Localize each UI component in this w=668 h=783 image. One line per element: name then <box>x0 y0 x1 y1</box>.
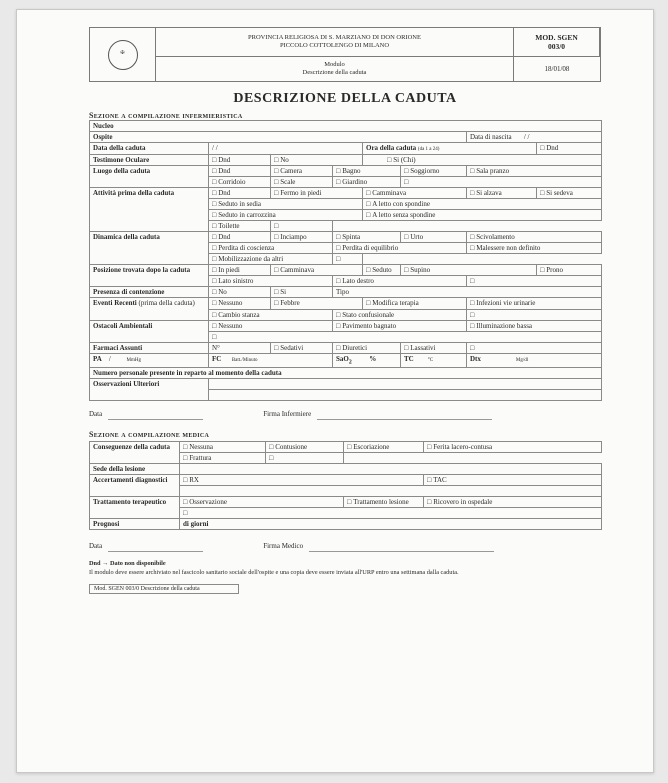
doctor-signature-row: Data Firma Medico <box>89 542 601 552</box>
row-treatment-1: Trattamento terapeutico □ Osservazione □ Trattamento lesione □ Ricovero in ospedale <box>90 497 602 508</box>
checkbox-dyn-coscienza[interactable]: □ Perdita di coscienza <box>209 243 333 254</box>
doctor-signature-field[interactable] <box>309 542 494 552</box>
module-name: Modulo Descrizione della caduta <box>156 57 514 81</box>
field-drugs-number[interactable]: N° <box>209 342 271 353</box>
field-sao2[interactable]: SaO$_2$ % <box>333 353 401 367</box>
checkbox-dyn-inciampo[interactable]: □ Inciampo <box>271 232 333 243</box>
checkbox-cons-frattura[interactable]: □ Frattura <box>180 452 266 463</box>
checkbox-pos-supino[interactable]: □ Supino <box>401 265 537 276</box>
checkbox-dnd[interactable]: □ Dnd <box>537 143 602 155</box>
footer-code: Mod. SGEN 003/0 Descrizione della caduta <box>89 584 239 594</box>
checkbox-activity-dnd[interactable]: □ Dnd <box>209 187 271 198</box>
field-restraint-type[interactable]: Tipo <box>333 287 602 298</box>
checkbox-cons-escoriazione[interactable]: □ Escoriazione <box>344 441 424 452</box>
checkbox-drug-sedativi[interactable]: □ Sedativi <box>271 342 333 353</box>
row-vitals <box>90 353 602 367</box>
checkbox-activity-toilette[interactable]: □ Toilette <box>209 221 271 232</box>
field-lesion-site[interactable] <box>180 463 602 474</box>
nurse-signature-row: Data Firma Infermiere <box>89 410 601 420</box>
checkbox-activity-letto-con[interactable]: □ A letto con spondine <box>363 199 602 210</box>
medical-form-table <box>89 441 602 530</box>
checkbox-cons-nessuna[interactable]: □ Nessuna <box>180 441 266 452</box>
nurse-date-field[interactable] <box>108 410 203 420</box>
field-observations-1[interactable] <box>209 378 602 389</box>
checkbox-pos-destro[interactable]: □ Lato destro <box>333 276 467 287</box>
checkbox-place-camera[interactable]: □ Camera <box>271 165 333 176</box>
checkbox-treat-lesione[interactable]: □ Trattamento lesione <box>344 497 424 508</box>
nurse-signature-field[interactable] <box>317 410 492 420</box>
checkbox-dyn-equilibrio[interactable]: □ Perdita di equilibrio <box>333 243 467 254</box>
row-consequences-1: Conseguenze della caduta □ Nessuna □ Contusione □ Escoriazione □ Ferita lacero-contusa <box>90 441 602 452</box>
checkbox-treat-osservazione[interactable]: □ Osservazione <box>180 497 344 508</box>
field-pa[interactable]: PA / MmHg <box>90 353 209 367</box>
checkbox-dyn-malessere[interactable]: □ Malessere non definito <box>467 243 602 254</box>
field-fall-hour[interactable]: Ora della caduta (da 1 a 24) <box>363 143 537 155</box>
checkbox-activity-sedia[interactable]: □ Seduto in sedia <box>209 199 363 210</box>
checkbox-pos-prono[interactable]: □ Prono <box>537 265 602 276</box>
checkbox-place-soggiorno[interactable]: □ Soggiorno <box>401 165 467 176</box>
logo <box>90 28 156 81</box>
checkbox-event-confusionale[interactable]: □ Stato confusionale <box>333 309 467 320</box>
checkbox-place-other[interactable] <box>401 176 602 187</box>
row-place-1: Luogo della caduta □ Dnd □ Camera □ Bagno □ Soggiorno □ Sala pranzo <box>90 165 602 176</box>
checkbox-drug-diuretici[interactable]: □ Diuretici <box>333 342 401 353</box>
checkbox-event-cambio[interactable]: □ Cambio stanza <box>209 309 333 320</box>
observations-label: Osservazioni Ulteriori <box>90 378 209 400</box>
checkbox-dyn-spinta[interactable]: □ Spinta <box>333 232 401 243</box>
checkbox-activity-fermo[interactable]: □ Fermo in piedi <box>271 187 363 198</box>
checkbox-pos-in-piedi[interactable]: □ In piedi <box>209 265 271 276</box>
module-code: MOD. SGEN 003/0 <box>514 28 600 57</box>
row-diagnostics-1: Accertamenti diagnostici □ RX □ TAC <box>90 474 602 485</box>
field-tc[interactable]: TC °C <box>401 353 467 367</box>
row-dynamics-1: Dinamica della caduta □ Dnd □ Inciampo □ Spinta □ Urto □ Scivolamento <box>90 232 602 243</box>
checkbox-pos-camminava[interactable]: □ Camminava <box>271 265 363 276</box>
field-birth-date[interactable]: Data di nascita / / <box>467 132 602 143</box>
field-diagnostics-other[interactable] <box>180 486 602 497</box>
row-activity-1: Attività prima della caduta □ Dnd □ Fermo in piedi □ Camminava □ Si alzava □ Si sedeva <box>90 187 602 198</box>
checkbox-activity-si-alzava[interactable]: □ Si alzava <box>467 187 537 198</box>
checkbox-place-scale[interactable]: □ Scale <box>271 176 333 187</box>
checkbox-cons-ferita[interactable]: □ Ferita lacero-contusa <box>424 441 602 452</box>
field-fc[interactable]: FC Batt./Minuto <box>209 353 333 367</box>
checkbox-activity-carrozzina[interactable]: □ Seduto in carrozzina <box>209 210 363 221</box>
field-fall-date[interactable]: / / <box>209 143 363 155</box>
checkbox-pos-seduto[interactable]: □ Seduto <box>363 265 401 276</box>
row-staff <box>90 367 602 378</box>
field-observations-2[interactable] <box>209 389 602 400</box>
form-page <box>89 27 601 595</box>
checkbox-dyn-dnd[interactable]: □ Dnd <box>209 232 271 243</box>
row-drugs: Farmaci Assunti N° □ Sedativi □ Diuretici □ Lassativi □ <box>90 342 602 353</box>
row-position-1: Posizione trovata dopo la caduta □ In piedi □ Camminava □ Seduto □ Supino □ Prono <box>90 265 602 276</box>
checkbox-activity-camminava[interactable]: □ Camminava <box>363 187 467 198</box>
checkbox-pos-sinistro[interactable]: □ Lato sinistro <box>209 276 333 287</box>
medical-section-title: Sezione a compilazione medica <box>89 429 210 439</box>
checkbox-obst-other[interactable] <box>209 331 602 342</box>
document-header <box>89 27 601 82</box>
nursing-section-title: Sezione a compilazione infermieristica <box>89 111 243 120</box>
row-events-1: Eventi Recenti (prima della caduta) □ Nessuno □ Febbre □ Modifica terapia □ Infezioni vie urinarie <box>90 298 602 309</box>
row-lesion-site: Sede della lesione <box>90 463 602 474</box>
checkbox-restraint-no[interactable]: □ No <box>209 287 271 298</box>
checkbox-obst-illuminazione[interactable]: □ Illuminazione bassa <box>467 320 602 331</box>
checkbox-witness-no[interactable]: □ No <box>271 154 363 165</box>
field-nucleo[interactable]: Nucleo <box>90 121 602 132</box>
checkbox-event-nessuno[interactable]: □ Nessuno <box>209 298 271 309</box>
checkbox-dyn-mobilizzazione[interactable]: □ Mobilizzazione da altri <box>209 254 333 265</box>
checkbox-event-other[interactable] <box>467 309 602 320</box>
checkbox-witness-dnd[interactable]: □ Dnd <box>209 154 271 165</box>
checkbox-drug-lassativi[interactable]: □ Lassativi <box>401 342 467 353</box>
checkbox-event-terapia[interactable]: □ Modifica terapia <box>363 298 467 309</box>
checkbox-place-corridoio[interactable]: □ Corridoio <box>209 176 271 187</box>
checkbox-activity-letto-senza[interactable]: □ A letto senza spondine <box>363 210 602 221</box>
field-prognosis[interactable]: di giorni <box>180 519 602 530</box>
doctor-date-field[interactable] <box>108 542 203 552</box>
checkbox-cons-other[interactable] <box>266 452 344 463</box>
checkbox-drug-other[interactable] <box>467 342 602 353</box>
row-nucleo <box>90 121 602 132</box>
checkbox-diag-rx[interactable]: □ RX <box>180 474 424 485</box>
checkbox-place-giardino[interactable]: □ Giardino <box>333 176 401 187</box>
checkbox-activity-si-sedeva[interactable]: □ Si sedeva <box>537 187 602 198</box>
checkbox-pos-other[interactable] <box>467 276 602 287</box>
field-ospite[interactable]: Ospite <box>90 132 467 143</box>
dnd-legend: Dnd → Dato non disponibile <box>89 560 166 568</box>
checkbox-event-infezioni[interactable]: □ Infezioni vie urinarie <box>467 298 602 309</box>
checkbox-witness-yes[interactable]: □ Si (Chi) <box>363 154 602 165</box>
seal-icon: ✠ <box>108 40 138 70</box>
revision-date: 18/01/08 <box>544 64 570 73</box>
row-fall-date <box>90 143 602 155</box>
field-fall-date-label: Data della caduta <box>90 143 209 155</box>
checkbox-treat-ricovero[interactable]: □ Ricovero in ospedale <box>424 497 602 508</box>
archiving-note: Il modulo deve essere archiviato nel fascicolo sanitario sociale dell'ospite e una copia deve essere inviata all'URP entro una settimana dalla caduta. <box>89 568 459 576</box>
checkbox-place-bagno[interactable]: □ Bagno <box>333 165 401 176</box>
organization-name: PROVINCIA RELIGIOSA DI S. MARZIANO DI DON ORIONE PICCOLO COTTOLENGO DI MILANO <box>156 28 514 57</box>
checkbox-cons-contusione[interactable]: □ Contusione <box>266 441 344 452</box>
checkbox-dyn-urto[interactable]: □ Urto <box>401 232 467 243</box>
row-observations-1 <box>90 378 602 389</box>
field-staff-count[interactable]: Numero personale presente in reparto al momento della caduta <box>90 367 602 378</box>
checkbox-diag-tac[interactable]: □ TAC <box>424 474 602 485</box>
row-obstacles-1: Ostacoli Ambientali □ Nessuno □ Pavimento bagnato □ Illuminazione bassa <box>90 320 602 331</box>
checkbox-activity-other[interactable] <box>271 221 333 232</box>
row-witness: Testimone Oculare □ Dnd □ No □ Si (Chi) <box>90 154 602 165</box>
checkbox-dyn-other[interactable] <box>333 254 363 265</box>
field-dtx[interactable]: Dtx Mg/dl <box>467 353 602 367</box>
document-sheet <box>16 9 654 773</box>
notes <box>89 560 601 577</box>
checkbox-restraint-si[interactable]: □ Si <box>271 287 333 298</box>
checkbox-obst-pavimento[interactable]: □ Pavimento bagnato <box>333 320 467 331</box>
checkbox-dyn-scivolamento[interactable]: □ Scivolamento <box>467 232 602 243</box>
checkbox-event-febbre[interactable]: □ Febbre <box>271 298 363 309</box>
row-prognosis: Prognosi di giorni <box>90 519 602 530</box>
page-title: DESCRIZIONE DELLA CADUTA <box>233 91 457 106</box>
checkbox-place-dnd[interactable]: □ Dnd <box>209 165 271 176</box>
nursing-form-table <box>89 120 602 401</box>
row-ospite <box>90 132 602 143</box>
checkbox-treat-other[interactable] <box>180 508 602 519</box>
row-restraint: Presenza di contenzione □ No □ Si Tipo <box>90 287 602 298</box>
checkbox-obst-nessuno[interactable]: □ Nessuno <box>209 320 333 331</box>
checkbox-place-sala-pranzo[interactable]: □ Sala pranzo <box>467 165 602 176</box>
